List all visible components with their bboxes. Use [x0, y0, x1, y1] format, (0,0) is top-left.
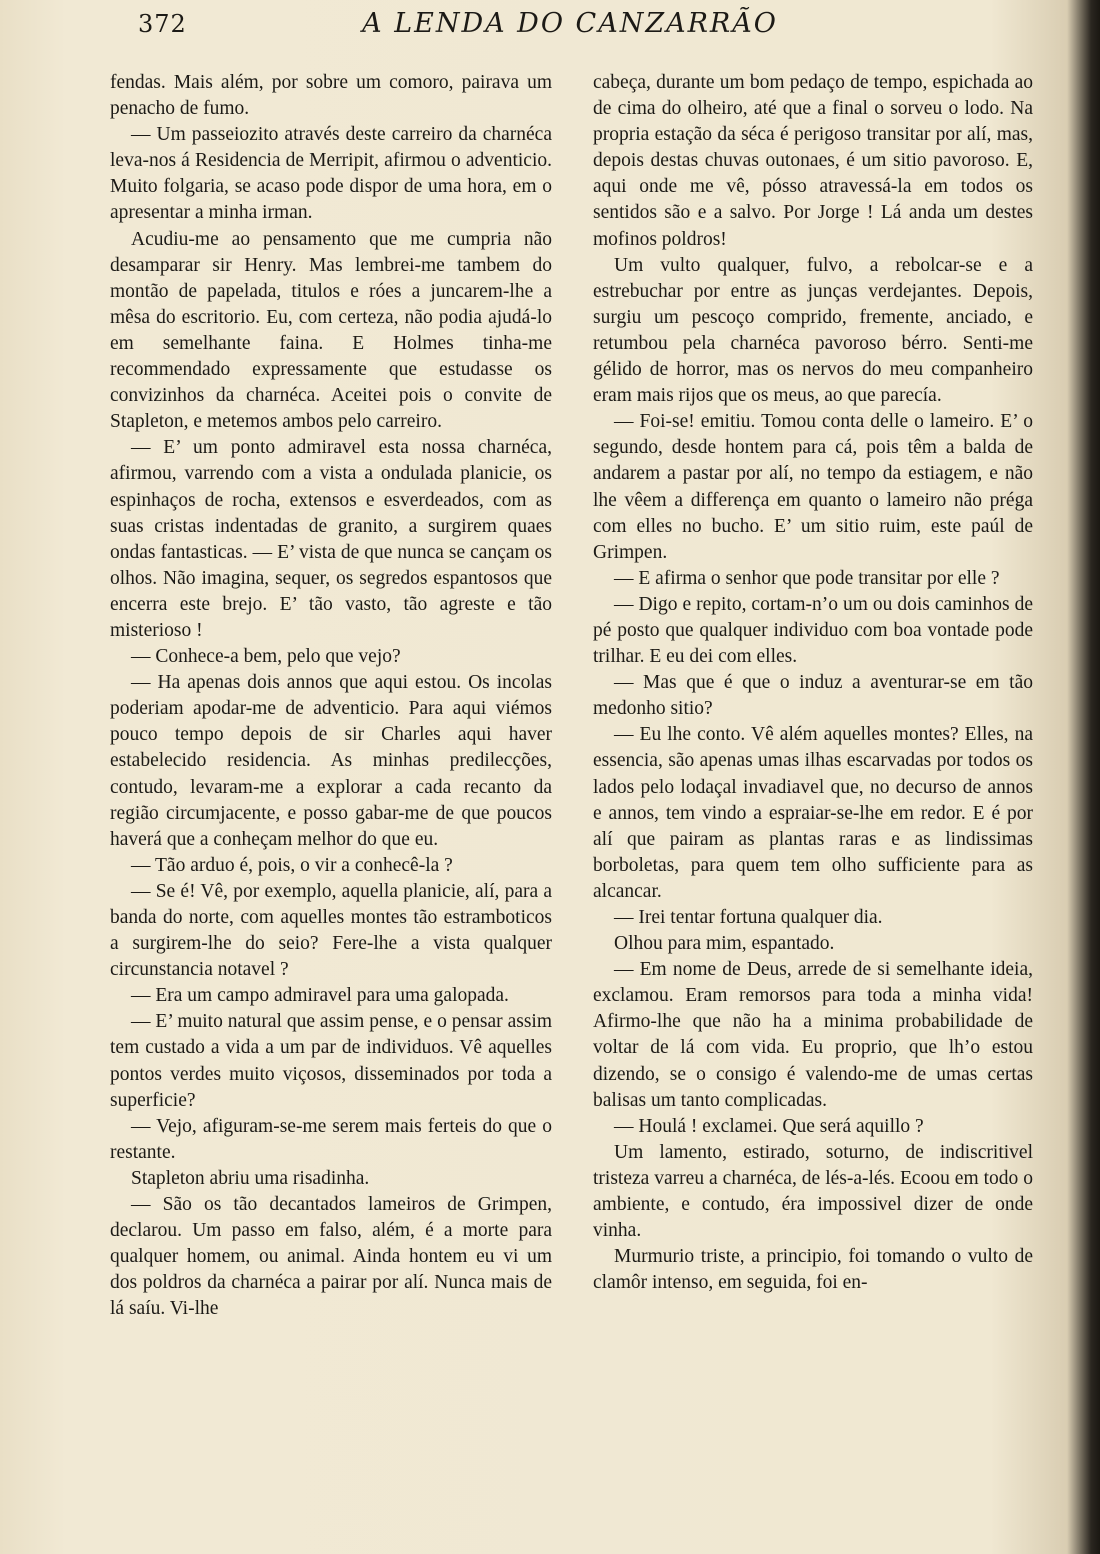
paragraph: — Vejo, afiguram-se-me serem mais ferteis do que o restante. [110, 1115, 552, 1163]
paragraph: Murmurio triste, a principio, foi tomando o vulto de clamôr intenso, em seguida, foi en- [593, 1246, 1033, 1294]
paragraph: — Em nome de Deus, arrede de si semelhante ideia, exclamou. Eram remorsos para toda a minha vida! Afirmo-lhe que não ha a minima probabilidade de voltar de lá com vida. Eu proprio, que lh’o estou dizendo, se o consigo é valendo-me de umas certas balisas um tanto complicadas. [593, 959, 1033, 1111]
page-header [0, 6, 1100, 40]
paragraph: Acudiu-me ao pensamento que me cumpria não desamparar sir Henry. Mas lembrei-me tambem do montão de papelada, titulos e róes a juncarem-lhe a mêsa do escritorio. Eu, com certeza, não podia ajudá-lo em semelhante faina. E Holmes tinha-me recommendado expressamente que estudasse os convizinhos da charnéca. Aceitei pois o convite de Stapleton, e metemos ambos pelo carreiro. [110, 228, 552, 433]
paragraph: — Ha apenas dois annos que aqui estou. Os incolas poderiam apodar-me de adventicio. Para aqui viémos pouco tempo depois de sir Charles aqui haver estabelecido residencia. As minhas predilecções, contudo, levaram-me a explorar a cada recanto da região circumjacente, e posso gabar-me de que poucos haverá que a conheçam melhor do que eu. [110, 672, 552, 850]
paragraph: — E’ muito natural que assim pense, e o pensar assim tem custado a vida a um par de individuos. Vê aquelles pontos verdes muito viçosos, disseminados por toda a superficie? [110, 1011, 552, 1111]
paragraph: — Um passeiozito através deste carreiro da charnéca leva-nos á Residencia de Merripit, afirmou o adventicio. Muito folgaria, se acaso pode dispor de uma hora, em o apresentar a minha irman. [110, 124, 552, 224]
paragraph: — Tão arduo é, pois, o vir a conhecê-la ? [131, 854, 453, 876]
paragraph: — Era um campo admiravel para uma galopada. [131, 985, 509, 1007]
paragraph: — Eu lhe conto. Vê além aquelles montes? Elles, na essencia, são apenas umas ilhas escarvadas por todos os lados pelo lodaçal invadiavel que, no decurso de annos e annos, tem vindo a espraiar-se-lhe em redor. E é por alí que pairam as plantas raras e as lindissimas borboletas, para quem tem olho sufficiente para as alcancar. [593, 724, 1033, 902]
paragraph: cabeça, durante um bom pedaço de tempo, espichada ao de cima do olheiro, até que a final o sorveu o lodo. Na propria estação da séca é perigoso transitar por alí, mas, depois destas chuvas outonaes, é um sitio pavoroso. E, aqui onde me vê, pósso atravessá-la em todos os sentidos são e a salvo. Por Jorge ! Lá anda um destes mofinos poldros! [593, 72, 1033, 250]
paragraph: — E’ um ponto admiravel esta nossa charnéca, afirmou, varrendo com a vista a ondulada planicie, os espinhaços de rocha, extensos e esverdeados, com as suas cristas indentadas de granito, a surgirem quaes ondas fantasticas. — E’ vista de que nunca se cançam os olhos. Não imagina, sequer, os segredos espantosos que encerra este brejo. E’ tão vasto, tão agreste e tão misterioso ! [110, 437, 552, 641]
paragraph: Stapleton abriu uma risadinha. [131, 1167, 370, 1189]
left-column [110, 70, 552, 1323]
right-column [593, 70, 1033, 1296]
paragraph: — Se é! Vê, por exemplo, aquella planicie, alí, para a banda do norte, com aquelles montes tão estramboticos a surgirem-lhe do seio? Fere-lhe a vista qualquer circunstancia notavel ? [110, 880, 552, 981]
paragraph: — Digo e repito, cortam-n’o um ou dois caminhos de pé posto que qualquer individuo com boa vontade pode trilhar. E eu dei com elles. [593, 593, 1033, 668]
paragraph: — São os tão decantados lameiros de Grimpen, declarou. Um passo em falso, além, é a morte para qualquer homem, ou animal. Ainda hontem eu vi um dos poldros da charnéca a pairar por alí. Nunca mais de lá saíu. Vi-lhe [110, 1194, 552, 1320]
paragraph: — E afirma o senhor que pode transitar por elle ? [614, 567, 1000, 589]
paragraph: Um vulto qualquer, fulvo, a rebolcar-se e a estrebuchar por entre as junças verdejantes. Depois, surgiu um pescoço comprido, fremente, anciado, e retumbou pela charnéca pavoroso bérro. Senti-me gélido de horror, mas os nervos do meu companheiro eram mais rijos que os meus, ao que parecía. [593, 254, 1033, 407]
page-number: 372 [138, 10, 187, 38]
paragraph: fendas. Mais além, por sobre um comoro, pairava um penacho de fumo. [110, 72, 552, 120]
paragraph: Olhou para mim, espantado. [614, 933, 835, 955]
running-title: A LENDA DO CANZARRÃO [362, 8, 778, 39]
paragraph: — Houlá ! exclamei. Que será aquillo ? [614, 1115, 924, 1137]
paragraph: — Irei tentar fortuna qualquer dia. [614, 907, 883, 928]
paragraph: — Mas que é que o induz a aventurar-se em tão medonho sitio? [593, 672, 1033, 720]
paragraph: — Foi-se! emitiu. Tomou conta delle o lameiro. E’ o segundo, desde hontem para cá, pois têm a balda de andarem a pastar por alí, no tempo da estiagem, e não lhe vêem a differença em quanto o lameiro não préga com elles no bucho. E’ um sitio ruim, este paúl de Grimpen. [593, 411, 1033, 563]
paragraph: Um lamento, estirado, soturno, de indiscritivel tristeza varreu a charnéca, de lés-a-lés. Ecoou em todo o ambiente, e contudo, éra impossivel dizer de onde vinha. [593, 1141, 1033, 1242]
paragraph: — Conhece-a bem, pelo que vejo? [131, 646, 401, 668]
